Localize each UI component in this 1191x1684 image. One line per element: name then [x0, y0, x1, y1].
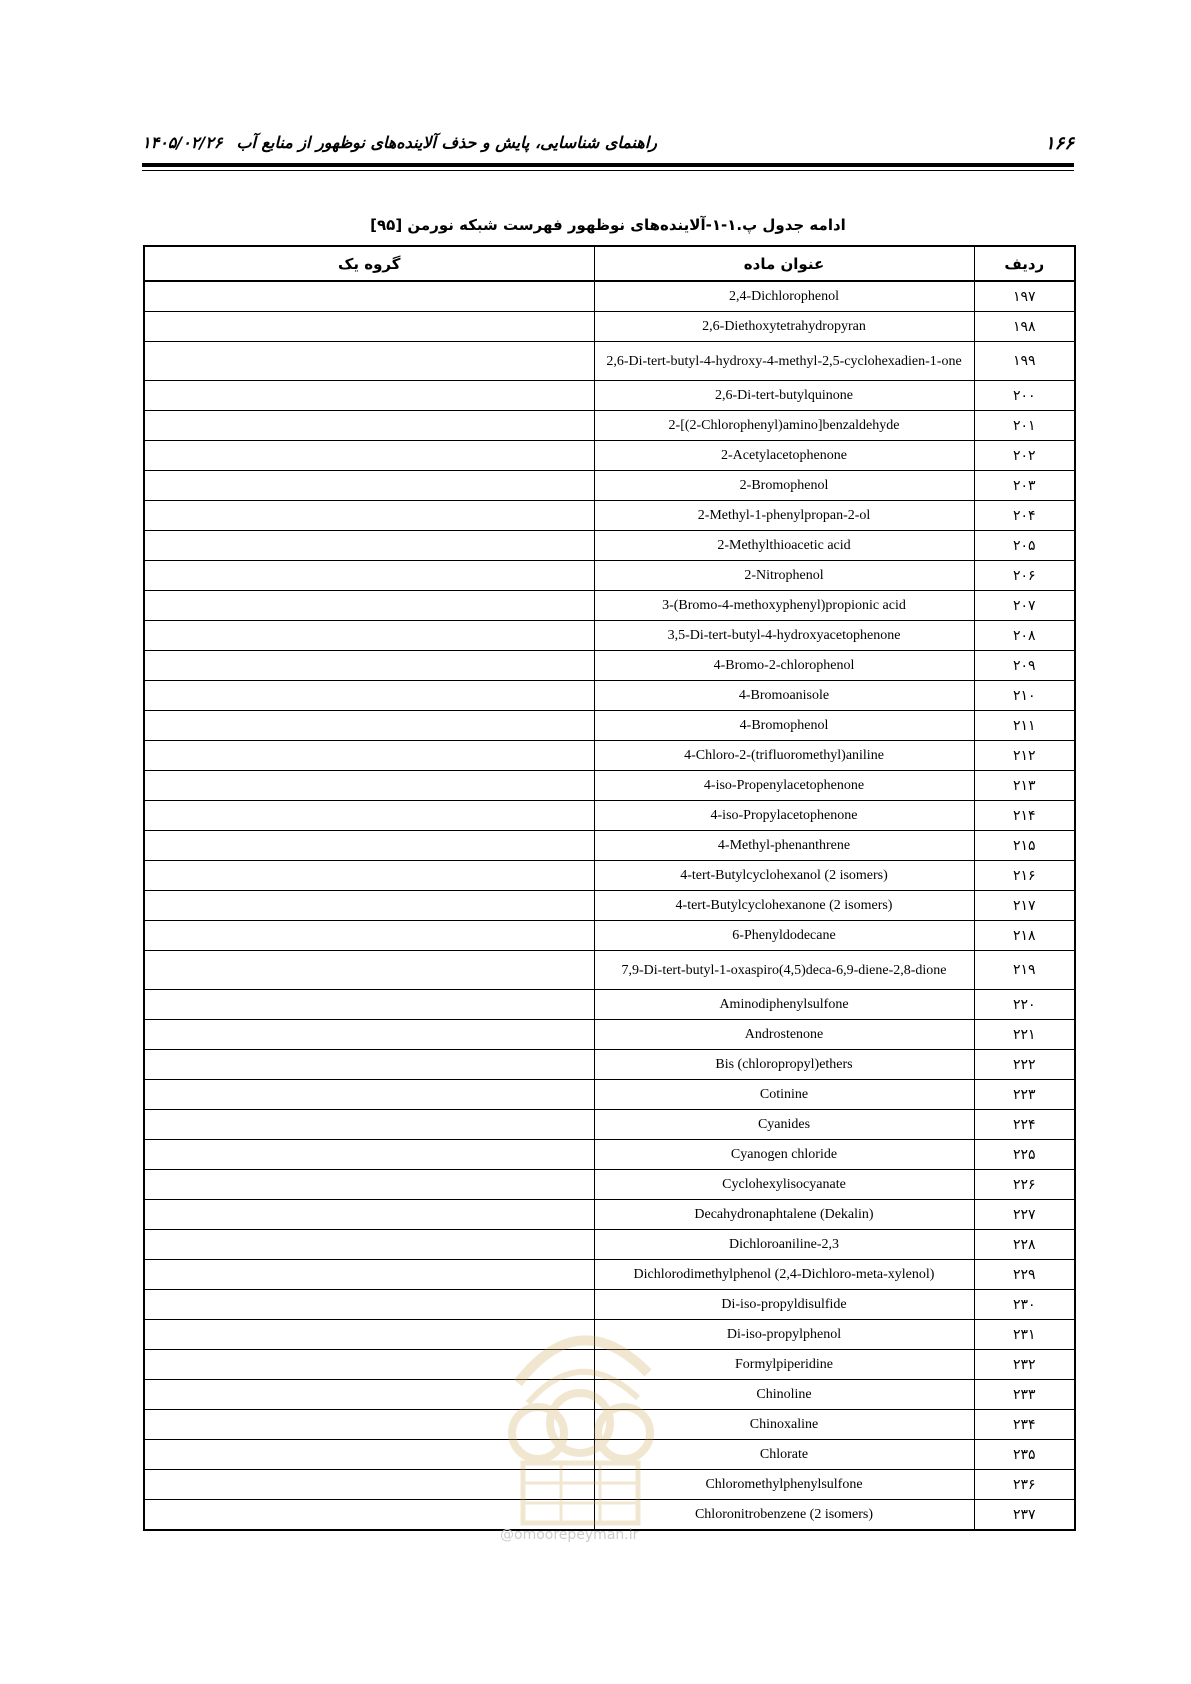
group-cell: [144, 951, 594, 990]
row-number-cell: ۲۲۷: [974, 1200, 1075, 1230]
row-number-cell: ۲۲۱: [974, 1020, 1075, 1050]
table-row: [144, 1380, 1075, 1410]
row-number-cell: ۲۲۴: [974, 1110, 1075, 1140]
group-cell: [144, 1200, 594, 1230]
substance-name-cell: 2,4-Dichlorophenol: [594, 281, 974, 312]
substance-name-cell: Chinoxaline: [594, 1410, 974, 1440]
group-cell: [144, 1380, 594, 1410]
row-number-cell: ۲۰۲: [974, 441, 1075, 471]
table-body: [144, 281, 1075, 1530]
table-row: [144, 1290, 1075, 1320]
group-cell: [144, 1110, 594, 1140]
substance-name-cell: Formylpiperidine: [594, 1350, 974, 1380]
row-number-cell: ۲۲۰: [974, 990, 1075, 1020]
row-number-cell: ۲۱۹: [974, 951, 1075, 990]
page-number: ۱۶۶: [1044, 133, 1074, 154]
group-cell: [144, 411, 594, 441]
table-row: [144, 741, 1075, 771]
row-number-cell: ۲۳۰: [974, 1290, 1075, 1320]
substance-name-cell: 3-(Bromo-4-methoxyphenyl)propionic acid: [594, 591, 974, 621]
table-row: [144, 342, 1075, 381]
table-row: [144, 1140, 1075, 1170]
row-number-cell: ۲۲۳: [974, 1080, 1075, 1110]
row-number-cell: ۲۳۷: [974, 1500, 1075, 1531]
substance-name-cell: Dichlorodimethylphenol (2,4-Dichloro-meta-xylenol): [594, 1260, 974, 1290]
substance-name-cell: 2-Bromophenol: [594, 471, 974, 501]
group-cell: [144, 531, 594, 561]
row-number-cell: ۲۲۵: [974, 1140, 1075, 1170]
group-cell: [144, 711, 594, 741]
substance-name-cell: Chlorate: [594, 1440, 974, 1470]
row-number-cell: ۲۲۹: [974, 1260, 1075, 1290]
table-row: [144, 711, 1075, 741]
row-number-cell: ۲۲۸: [974, 1230, 1075, 1260]
table-row: [144, 1020, 1075, 1050]
substance-name-cell: 2,6-Di-tert-butylquinone: [594, 381, 974, 411]
substance-name-cell: Cyanides: [594, 1110, 974, 1140]
substance-name-cell: 4-tert-Butylcyclohexanone (2 isomers): [594, 891, 974, 921]
row-number-cell: ۲۱۱: [974, 711, 1075, 741]
row-number-cell: ۱۹۸: [974, 312, 1075, 342]
row-number-cell: ۲۰۴: [974, 501, 1075, 531]
row-number-cell: ۲۲۲: [974, 1050, 1075, 1080]
group-cell: [144, 741, 594, 771]
group-cell: [144, 281, 594, 312]
row-number-cell: ۲۳۲: [974, 1350, 1075, 1380]
row-number-cell: ۲۱۸: [974, 921, 1075, 951]
row-number-cell: ۲۱۶: [974, 861, 1075, 891]
group-cell: [144, 561, 594, 591]
substance-name-cell: Chloromethylphenylsulfone: [594, 1470, 974, 1500]
table-row: [144, 891, 1075, 921]
row-number-cell: ۲۰۶: [974, 561, 1075, 591]
substance-name-cell: 2-Acetylacetophenone: [594, 441, 974, 471]
row-number-cell: ۲۲۶: [974, 1170, 1075, 1200]
substance-name-cell: Di-iso-propyldisulfide: [594, 1290, 974, 1320]
row-number-cell: ۲۱۰: [974, 681, 1075, 711]
group-cell: [144, 861, 594, 891]
row-number-cell: ۲۱۴: [974, 801, 1075, 831]
table-row: [144, 1050, 1075, 1080]
row-number-cell: ۱۹۹: [974, 342, 1075, 381]
substance-name-cell: Cyclohexylisocyanate: [594, 1170, 974, 1200]
group-cell: [144, 381, 594, 411]
row-number-cell: ۲۳۵: [974, 1440, 1075, 1470]
row-number-cell: ۲۰۳: [974, 471, 1075, 501]
table-row: [144, 1440, 1075, 1470]
row-number-cell: ۲۰۰: [974, 381, 1075, 411]
pollutants-table: [143, 245, 1076, 1531]
table-row: [144, 1260, 1075, 1290]
row-number-cell: ۱۹۷: [974, 281, 1075, 312]
group-cell: [144, 651, 594, 681]
table-row: [144, 951, 1075, 990]
table-row: [144, 411, 1075, 441]
group-cell: [144, 990, 594, 1020]
substance-name-cell: 4-iso-Propylacetophenone: [594, 801, 974, 831]
row-number-cell: ۲۰۹: [974, 651, 1075, 681]
table-row: [144, 771, 1075, 801]
group-cell: [144, 831, 594, 861]
row-number-cell: ۲۰۷: [974, 591, 1075, 621]
table-row: [144, 281, 1075, 312]
table-row: [144, 501, 1075, 531]
table-row: [144, 1110, 1075, 1140]
header-rule-thick: [142, 163, 1074, 167]
group-cell: [144, 1320, 594, 1350]
table-row: [144, 1230, 1075, 1260]
group-cell: [144, 1020, 594, 1050]
table-row: [144, 1470, 1075, 1500]
table-row: [144, 621, 1075, 651]
group-cell: [144, 1470, 594, 1500]
substance-name-cell: Chloronitrobenzene (2 isomers): [594, 1500, 974, 1531]
substance-name-cell: Di-iso-propylphenol: [594, 1320, 974, 1350]
group-cell: [144, 801, 594, 831]
group-cell: [144, 1350, 594, 1380]
group-cell: [144, 1050, 594, 1080]
column-header-group: گروه یک: [144, 246, 594, 281]
table-row: [144, 591, 1075, 621]
table-header-row: [144, 246, 1075, 281]
row-number-cell: ۲۰۸: [974, 621, 1075, 651]
group-cell: [144, 471, 594, 501]
group-cell: [144, 441, 594, 471]
column-header-substance: عنوان ماده: [594, 246, 974, 281]
row-number-cell: ۲۳۳: [974, 1380, 1075, 1410]
row-number-cell: ۲۱۳: [974, 771, 1075, 801]
table-row: [144, 861, 1075, 891]
substance-name-cell: Chinoline: [594, 1380, 974, 1410]
table-row: [144, 990, 1075, 1020]
row-number-cell: ۲۰۵: [974, 531, 1075, 561]
group-cell: [144, 921, 594, 951]
group-cell: [144, 501, 594, 531]
substance-name-cell: 7,9-Di-tert-butyl-1-oxaspiro(4,5)deca-6,9-diene-2,8-dione: [594, 951, 974, 990]
table-row: [144, 312, 1075, 342]
table-row: [144, 1080, 1075, 1110]
group-cell: [144, 891, 594, 921]
table-row: [144, 1170, 1075, 1200]
table-row: [144, 1350, 1075, 1380]
substance-name-cell: 4-tert-Butylcyclohexanol (2 isomers): [594, 861, 974, 891]
substance-name-cell: Aminodiphenylsulfone: [594, 990, 974, 1020]
watermark-text: @omoorepeyman.ir: [500, 1527, 639, 1543]
group-cell: [144, 1080, 594, 1110]
column-header-row-number: ردیف: [974, 246, 1075, 281]
group-cell: [144, 1500, 594, 1531]
table-row: [144, 801, 1075, 831]
row-number-cell: ۲۳۱: [974, 1320, 1075, 1350]
substance-name-cell: 4-Bromo-2-chlorophenol: [594, 651, 974, 681]
table-row: [144, 1500, 1075, 1531]
substance-name-cell: 4-Methyl-phenanthrene: [594, 831, 974, 861]
group-cell: [144, 1290, 594, 1320]
row-number-cell: ۲۱۵: [974, 831, 1075, 861]
substance-name-cell: Androstenone: [594, 1020, 974, 1050]
substance-name-cell: Decahydronaphtalene (Dekalin): [594, 1200, 974, 1230]
row-number-cell: ۲۱۷: [974, 891, 1075, 921]
substance-name-cell: 2,6-Diethoxytetrahydropyran: [594, 312, 974, 342]
group-cell: [144, 1170, 594, 1200]
table-row: [144, 441, 1075, 471]
table-row: [144, 1410, 1075, 1440]
substance-name-cell: Bis (chloropropyl)ethers: [594, 1050, 974, 1080]
running-title-text: راهنمای شناسایی، پایش و حذف آلاینده‌های نوظهور از منابع آب: [236, 133, 657, 152]
substance-name-cell: Cyanogen chloride: [594, 1140, 974, 1170]
substance-name-cell: 2-[(2-Chlorophenyl)amino]benzaldehyde: [594, 411, 974, 441]
group-cell: [144, 1140, 594, 1170]
row-number-cell: ۲۳۴: [974, 1410, 1075, 1440]
table-row: [144, 681, 1075, 711]
substance-name-cell: 2,6-Di-tert-butyl-4-hydroxy-4-methyl-2,5-cyclohexadien-1-one: [594, 342, 974, 381]
table-row: [144, 921, 1075, 951]
substance-name-cell: 4-Chloro-2-(trifluoromethyl)aniline: [594, 741, 974, 771]
group-cell: [144, 1440, 594, 1470]
table-row: [144, 651, 1075, 681]
row-number-cell: ۲۳۶: [974, 1470, 1075, 1500]
table-row: [144, 561, 1075, 591]
group-cell: [144, 681, 594, 711]
group-cell: [144, 312, 594, 342]
substance-name-cell: 2-Nitrophenol: [594, 561, 974, 591]
table-row: [144, 1320, 1075, 1350]
header-rule-thin: [142, 170, 1074, 171]
substance-name-cell: 3,5-Di-tert-butyl-4-hydroxyacetophenone: [594, 621, 974, 651]
group-cell: [144, 1410, 594, 1440]
table-row: [144, 1200, 1075, 1230]
group-cell: [144, 1230, 594, 1260]
substance-name-cell: 6-Phenyldodecane: [594, 921, 974, 951]
substance-name-cell: Dichloroaniline-2,3: [594, 1230, 974, 1260]
substance-name-cell: 4-Bromophenol: [594, 711, 974, 741]
group-cell: [144, 771, 594, 801]
header-date: ۱۴۰۵/۰۲/۲۶: [142, 133, 223, 152]
substance-name-cell: Cotinine: [594, 1080, 974, 1110]
substance-name-cell: 4-Bromoanisole: [594, 681, 974, 711]
group-cell: [144, 621, 594, 651]
table-row: [144, 531, 1075, 561]
substance-name-cell: 2-Methylthioacetic acid: [594, 531, 974, 561]
table-caption: ادامه جدول پ.۱-۱-آلاینده‌های نوظهور فهرست شبکه نورمن [۹۵]: [370, 216, 846, 234]
row-number-cell: ۲۰۱: [974, 411, 1075, 441]
row-number-cell: ۲۱۲: [974, 741, 1075, 771]
table-row: [144, 471, 1075, 501]
running-title: [142, 133, 657, 152]
table-row: [144, 381, 1075, 411]
table-row: [144, 831, 1075, 861]
substance-name-cell: 2-Methyl-1-phenylpropan-2-ol: [594, 501, 974, 531]
group-cell: [144, 591, 594, 621]
substance-name-cell: 4-iso-Propenylacetophenone: [594, 771, 974, 801]
group-cell: [144, 342, 594, 381]
group-cell: [144, 1260, 594, 1290]
